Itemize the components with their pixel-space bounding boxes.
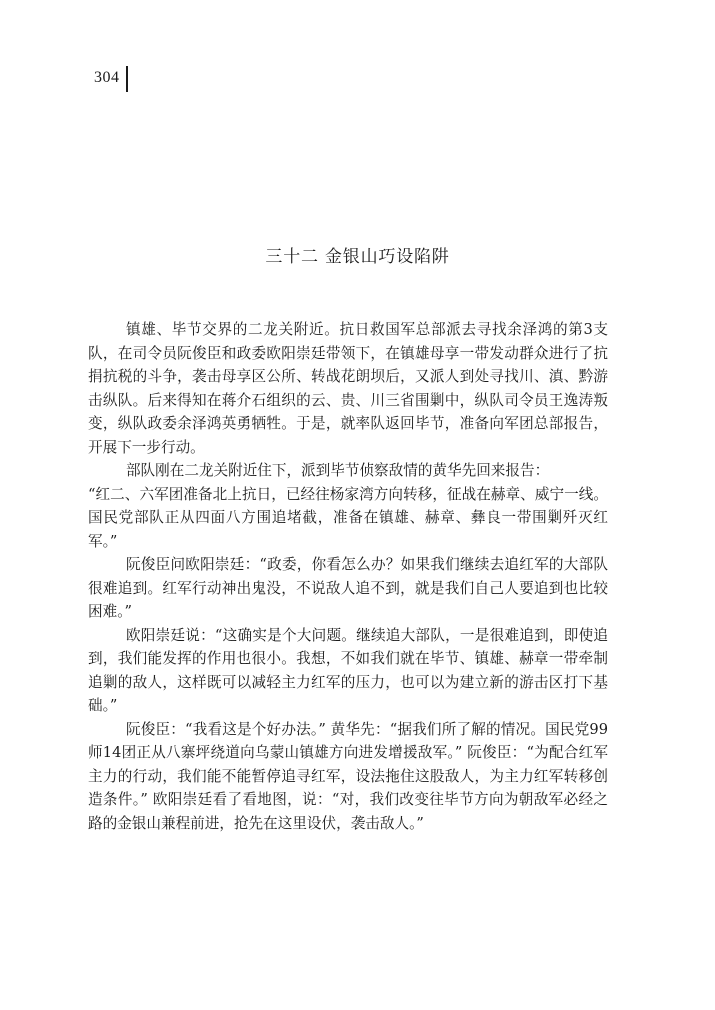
paragraph: 镇雄、毕节交界的二龙关附近。抗日救国军总部派去寻找余泽鸿的第3支队，在司令员阮俊臣和政委欧阳崇廷带领下，在镇雄母享一带发动群众进行了抗捐抗税的斗争，袭击母享区公所、转战花朗坝后，又派人到处寻找川、滇、黔游击纵队。后来得知在蒋介石组织的云、贵、川三省围剿中，纵队司令员王逸涛叛变，纵队政委余泽鸿英勇牺牲。于是，就率队返回毕节，准备向军团总部报告，开展下一步行动。	[88, 321, 608, 456]
paragraph: “红二、六军团准备北上抗日，已经往杨家湾方向转移，征战在赫章、威宁一线。国民党部队正从四面八方围追堵截，准备在镇雄、赫章、彝良一带围剿歼灭红军。”	[88, 485, 608, 550]
paragraph: 阮俊臣问欧阳崇廷：“政委，你看怎么办？如果我们继续去追红军的大部队很难追到。红军行动神出鬼没，不说敌人追不到，就是我们自己人要追到也比较困难。”	[88, 556, 608, 620]
chapter-title: 三十二 金银山巧设陷阱	[265, 247, 450, 267]
paragraph: 阮俊臣：“我看这是个好办法。” 黄华先：“据我们所了解的情况。国民党99师14团正从八寨坪绕道向乌蒙山镇雄方向进发增援敌军。” 阮俊臣：“为配合红军主力的行动，我们能不能暂停追寻红军，设法拖住这股敌人，为主力红军转移创造条件。” 欧阳崇廷看了看地图，说：“对，我们改变往毕节方向为朝敌军必经之路的金银山兼程前进，抢先在这里设伏，袭击敌人。”	[88, 720, 608, 832]
body-text	[88, 318, 608, 835]
paragraph: 部队刚在二龙关附近住下，派到毕节侦察敌情的黄华先回来报告：	[125, 462, 550, 479]
page-number: 304	[94, 69, 120, 86]
paragraph: 欧阳崇廷说：“这确实是个大问题。继续追大部队，一是很难追到，即使追到，我们能发挥的作用也很小。我想，不如我们就在毕节、镇雄、赫章一带牵制追剿的敌人，这样既可以减轻主力红军的压力，也可以为建立新的游击区打下基础。”	[88, 626, 608, 714]
header-rule	[126, 66, 128, 92]
